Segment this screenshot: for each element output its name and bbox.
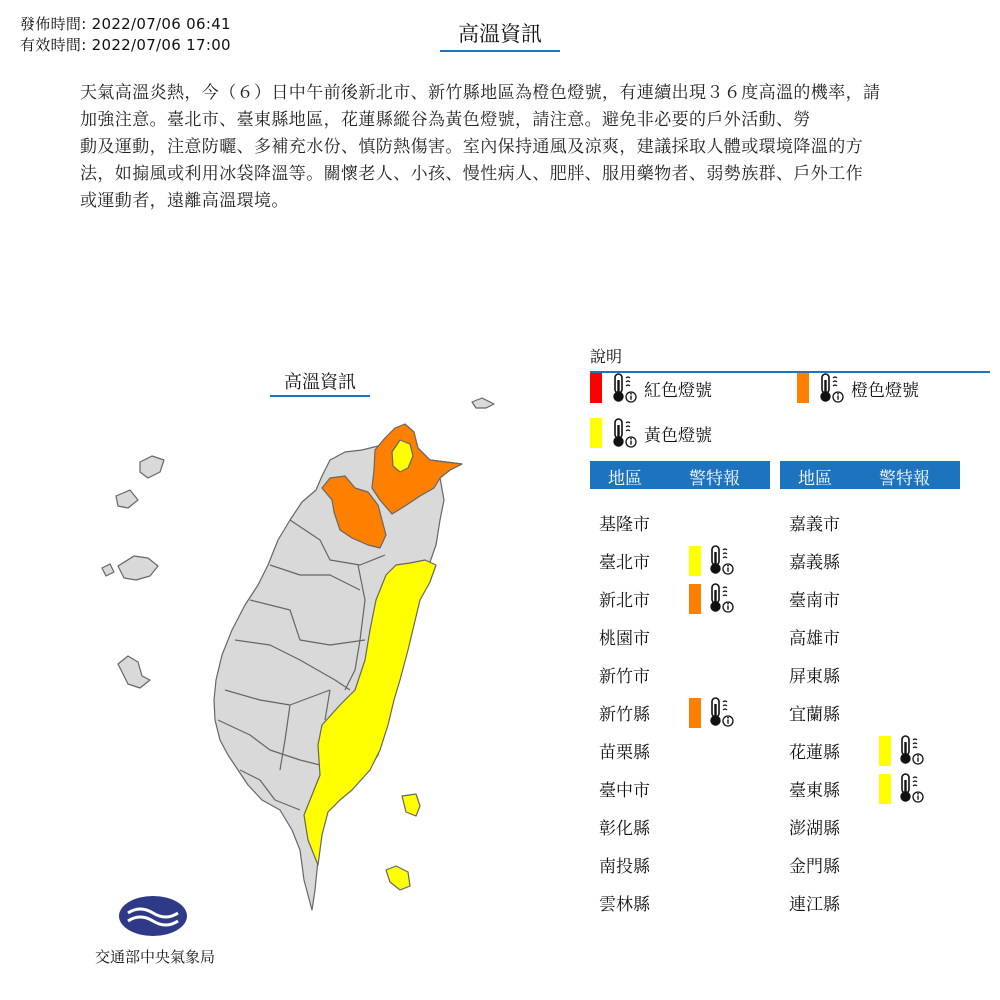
description-line: 動及運動，注意防曬、多補充水份、慎防熱傷害。室內保持通風及涼爽，建議採取人體或環境降溫的方 <box>80 137 863 157</box>
legend-orange <box>797 372 919 404</box>
area-name: 臺北市 <box>599 553 650 573</box>
thermometer-icon <box>707 582 735 614</box>
area-name: 宜蘭縣 <box>789 705 840 725</box>
table-row <box>599 501 779 539</box>
table-row <box>599 539 779 577</box>
area-name: 基隆市 <box>599 515 650 535</box>
thermometer-icon <box>707 544 735 576</box>
table-row <box>789 539 969 577</box>
area-name: 臺南市 <box>789 591 840 611</box>
table-row <box>599 881 779 919</box>
thermometer-icon <box>817 372 845 404</box>
description <box>80 80 920 215</box>
col-area: 地區 <box>798 469 832 489</box>
thermometer-icon <box>897 772 925 804</box>
legend-orange-label: 橙色燈號 <box>851 380 919 401</box>
description-line: 法，如搧風或利用冰袋降溫等。關懷老人、小孩、慢性病人、肥胖、服用藥物者、弱勢族群、戶外工作 <box>80 164 863 184</box>
table-row <box>599 805 779 843</box>
valid-label: 有效時間: <box>20 36 87 54</box>
orange-level-bar <box>689 698 701 728</box>
legend-red-label: 紅色燈號 <box>644 380 712 401</box>
table-row <box>599 653 779 691</box>
area-name: 高雄市 <box>789 629 840 649</box>
table-row <box>599 767 779 805</box>
area-name: 新竹市 <box>599 667 650 687</box>
thermometer-icon <box>897 734 925 766</box>
table-row <box>789 501 969 539</box>
island-green <box>402 794 420 816</box>
yellow-level-bar <box>879 736 891 766</box>
table-row <box>599 729 779 767</box>
header-meta <box>20 14 231 56</box>
table-row <box>789 767 969 805</box>
table-row <box>789 805 969 843</box>
thermometer-icon <box>707 696 735 728</box>
island-orchid <box>386 866 410 890</box>
valid-time: 2022/07/06 17:00 <box>91 36 231 54</box>
table-row <box>789 577 969 615</box>
area-name: 屏東縣 <box>789 667 840 687</box>
area-name: 澎湖縣 <box>789 819 840 839</box>
thermometer-icon <box>610 372 638 404</box>
valid-time-row <box>20 35 231 56</box>
legend-yellow <box>590 417 712 449</box>
table-row <box>599 691 779 729</box>
area-name: 南投縣 <box>599 857 650 877</box>
legend-red <box>590 372 712 404</box>
area-name: 新竹縣 <box>599 705 650 725</box>
orange-swatch <box>797 373 809 403</box>
area-name: 桃園市 <box>599 629 650 649</box>
col-warning: 警特報 <box>879 469 930 489</box>
table-row <box>789 843 969 881</box>
island-matsu-2 <box>116 490 138 508</box>
area-name: 臺中市 <box>599 781 650 801</box>
table-row <box>599 615 779 653</box>
area-name: 嘉義市 <box>789 515 840 535</box>
page-title: 高溫資訊 <box>440 18 560 52</box>
island-turtle <box>472 398 494 408</box>
table-row <box>789 615 969 653</box>
area-name: 彰化縣 <box>599 819 650 839</box>
area-name: 新北市 <box>599 591 650 611</box>
area-name: 連江縣 <box>789 895 840 915</box>
table-row <box>789 653 969 691</box>
description-line: 或運動者，遠離高溫環境。 <box>80 191 289 211</box>
area-name: 雲林縣 <box>599 895 650 915</box>
issue-label: 發佈時間: <box>20 15 87 33</box>
thermometer-icon <box>610 417 638 449</box>
table-row <box>599 577 779 615</box>
area-name: 苗栗縣 <box>599 743 650 763</box>
yellow-level-bar <box>879 774 891 804</box>
island-matsu-1 <box>140 456 164 478</box>
legend-title: 說明 <box>590 344 990 373</box>
area-name: 金門縣 <box>789 857 840 877</box>
description-line: 天氣高溫炎熱，今（６）日中午前後新北市、新竹縣地區為橙色燈號，有連續出現３６度高溫的機率，請 <box>80 83 881 103</box>
legend-yellow-label: 黃色燈號 <box>644 425 712 446</box>
island-kinmen-small <box>102 564 114 576</box>
table-row <box>599 843 779 881</box>
agency-name: 交通部中央氣象局 <box>94 948 215 966</box>
issue-time: 2022/07/06 06:41 <box>91 15 231 33</box>
map-title: 高溫資訊 <box>270 368 370 397</box>
red-swatch <box>590 373 602 403</box>
area-name: 花蓮縣 <box>789 743 840 763</box>
taiwan-map <box>90 380 510 940</box>
col-warning: 警特報 <box>689 469 740 489</box>
table-row <box>789 881 969 919</box>
area-name: 嘉義縣 <box>789 553 840 573</box>
yellow-level-bar <box>689 546 701 576</box>
island-kinmen <box>118 556 158 580</box>
area-name: 臺東縣 <box>789 781 840 801</box>
island-penghu <box>118 656 150 688</box>
issue-time-row <box>20 14 231 35</box>
description-line: 加強注意。臺北市、臺東縣地區，花蓮縣縱谷為黃色燈號，請注意。避免非必要的戶外活動、勞 <box>80 110 811 130</box>
orange-level-bar <box>689 584 701 614</box>
table-header-left <box>590 461 770 489</box>
cwb-logo <box>118 895 188 937</box>
table-header-right <box>780 461 960 489</box>
col-area: 地區 <box>608 469 642 489</box>
table-row <box>789 691 969 729</box>
table-row <box>789 729 969 767</box>
yellow-swatch <box>590 418 602 448</box>
